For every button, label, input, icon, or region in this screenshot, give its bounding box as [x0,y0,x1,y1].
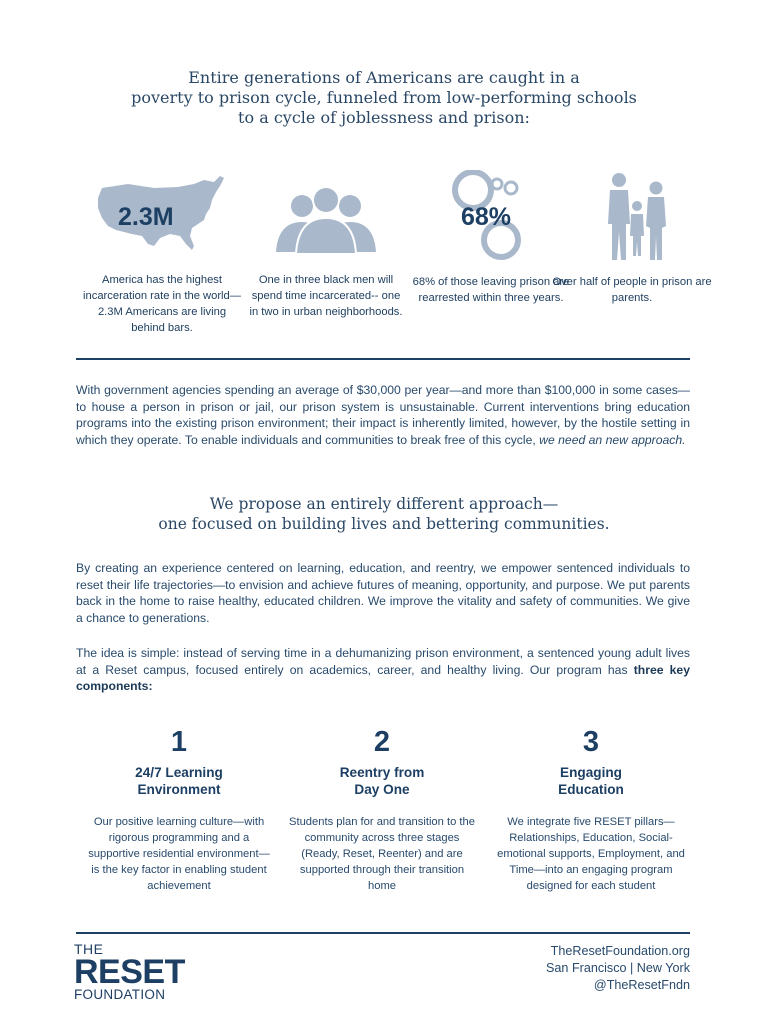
component-learning-environment [84,724,274,894]
people-group-icon [246,170,406,262]
logo-reset: RESET [74,953,185,991]
cost-paragraph [76,382,690,448]
stat-description: America has the highest incarceration rate in the world—2.3M Americans are living behind bars. [83,274,241,334]
component-description: We integrate five RESET pillars— Relationships, Education, Social-emotional supports, Employment, and Time—into an engaging program designed for each student [497,816,685,892]
idea-paragraph [76,645,690,695]
component-title-line: 24/7 Learning [135,765,223,780]
component-title [496,764,686,800]
stats-row [0,170,768,334]
subhead-line: We propose an entirely different approach— [209,495,559,513]
section-divider [76,358,690,360]
component-engaging-education [496,724,686,894]
cost-paragraph-text: With government agencies spending an average of $30,000 per year—and more than $100,000 in some cases—to house a person in prison or jail, our prison system is unsustainable. Current interventions bring education programs into the existing prison environment; their impact is inherently limited, however, by the hostile setting in which they operate. To enable individuals and communities to break free of this cycle, [76,383,690,447]
new-approach-emphasis: we need an new approach. [539,432,686,447]
mission-paragraph: By creating an experience centered on learning, education, and reentry, we empower sentenced individuals to reset their life trajectories—to envision and achieve futures of meaning, opportunity, and purpose. We put parents back in the home to raise healthy, educated children. We improve the vitality and safety of communities. We give a chance to generations. [76,561,690,625]
component-number: 2 [373,726,391,758]
component-number: 3 [582,726,600,758]
stat-value: 2.3M [118,203,174,231]
locations-text: San Francisco | New York [546,960,690,975]
logo-foundation: FOUNDATION [74,987,166,1002]
idea-paragraph-text: The idea is simple: instead of serving time in a dehumanizing prison environment, a sentenced young adult lives at a Reset campus, focused entirely on academics, career, and healthy living. Our program has [76,646,690,677]
intro-headline [60,68,708,128]
stat-incarceration-rate [82,170,242,334]
headline-line: poverty to prison cycle, funneled from low-performing schools [131,88,637,107]
subhead-line: one focused on building lives and bettering communities. [158,515,610,533]
component-number: 1 [170,726,188,758]
stat-description: Over half of people in prison are parents. [552,276,712,304]
stat-rearrest-rate [411,170,571,304]
component-reentry [287,724,477,894]
component-title-line: Environment [137,782,221,797]
component-description: Students plan for and transition to the community across three stages (Ready, Reset, Reenter) and are supported through their transition home [289,816,475,892]
component-description: Our positive learning culture—with rigorous programming and a supportive residential environment— is the key factor in enabling student achievement [88,816,270,892]
component-title [84,764,274,800]
component-title-line: Engaging [560,765,622,780]
stat-black-men [246,170,406,318]
stat-description: 68% of those leaving prison are rearrested within three years. [412,276,570,304]
footer-divider [76,932,690,934]
reset-foundation-logo [74,942,185,1002]
headline-line: to a cycle of joblessness and prison: [238,108,530,127]
family-icon [552,170,712,262]
stat-parents [552,170,712,304]
component-title [287,764,477,800]
stat-value: 68% [461,203,512,231]
headline-line: Entire generations of Americans are caught in a [188,68,580,87]
component-title-line: Day One [354,782,410,797]
social-handle[interactable]: @TheResetFndn [593,977,690,992]
key-components-bold: three key components: [76,662,690,694]
component-title-line: Reentry from [339,765,425,780]
website-link[interactable]: TheResetFoundation.org [550,944,690,958]
approach-subhead [80,494,688,534]
component-title-line: Education [558,782,624,797]
stat-description: One in three black men will spend time incarcerated-- one in two in urban neighborhoods. [249,274,403,318]
logo-the: THE [74,941,104,957]
contact-info [546,943,690,993]
